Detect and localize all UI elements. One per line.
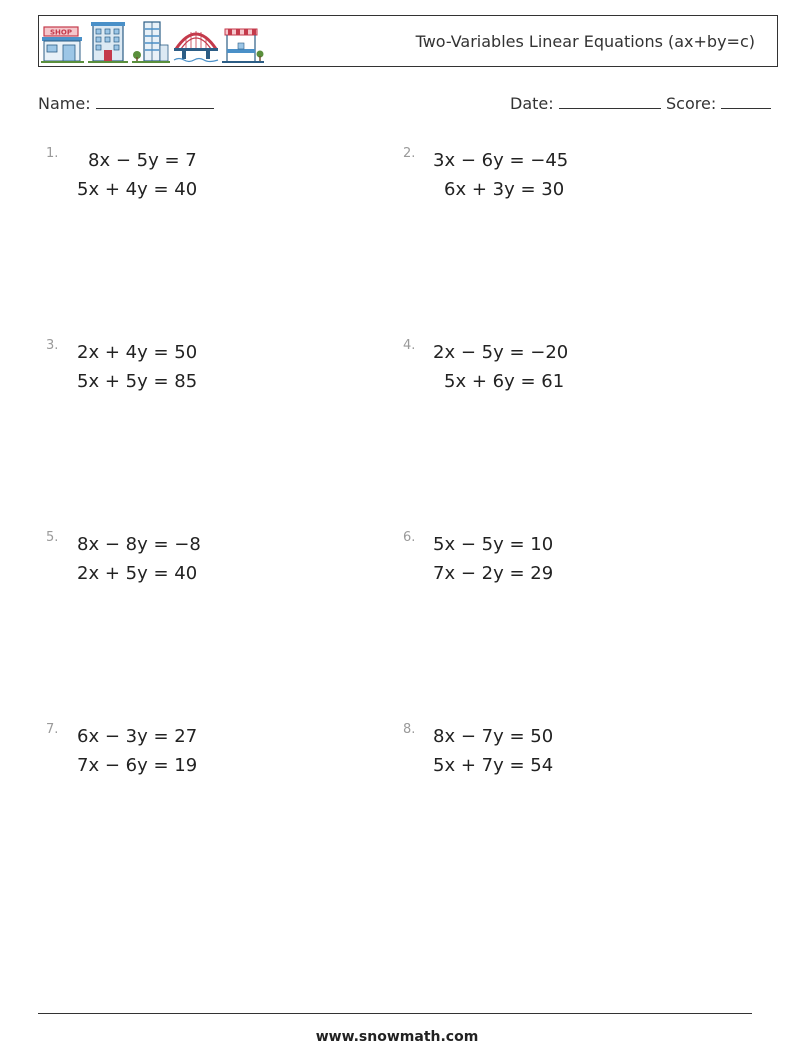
date-label: Date: (510, 94, 554, 113)
equation-1: 2x − 5y = −20 (433, 342, 569, 363)
equation-1: 3x − 6y = −45 (433, 150, 569, 171)
office-tower-icon (131, 19, 171, 65)
problem-number: 5. (46, 530, 59, 545)
footer-divider (38, 1013, 752, 1014)
problem-1 (46, 146, 346, 216)
problem-number: 3. (46, 338, 59, 353)
equation-1: 8x − 5y = 7 (88, 150, 197, 171)
shop-sign-text: SHOP (50, 28, 72, 37)
date-field (510, 94, 661, 113)
equation-2: 5x + 7y = 54 (433, 755, 554, 776)
equation-1: 2x + 4y = 50 (77, 342, 198, 363)
worksheet-header (38, 15, 778, 67)
market-stall-icon (221, 19, 265, 65)
problem-number: 4. (403, 338, 416, 353)
footer-url[interactable]: www.snowmath.com (315, 1029, 479, 1045)
apartment-building-icon (87, 19, 129, 65)
problem-number: 1. (46, 146, 59, 161)
equation-2: 5x + 4y = 40 (77, 179, 198, 200)
equation-2: 7x − 6y = 19 (77, 755, 198, 776)
bridge-icon (173, 19, 219, 65)
score-label: Score: (666, 94, 717, 113)
equation-2: 6x + 3y = 30 (444, 179, 565, 200)
equation-1: 8x − 7y = 50 (433, 726, 554, 747)
score-blank (721, 94, 771, 109)
problem-2 (403, 146, 703, 216)
problem-8 (403, 722, 703, 792)
problem-number: 7. (46, 722, 59, 737)
equation-2: 7x − 2y = 29 (433, 563, 554, 584)
problem-4 (403, 338, 703, 408)
problem-5 (46, 530, 346, 600)
equation-2: 5x + 5y = 85 (77, 371, 198, 392)
name-label: Name: (38, 94, 91, 113)
problem-number: 2. (403, 146, 416, 161)
equation-1: 8x − 8y = −8 (77, 534, 201, 555)
problem-3 (46, 338, 346, 408)
worksheet-title: Two-Variables Linear Equations (ax+by=c) (415, 32, 755, 51)
equation-2: 5x + 6y = 61 (444, 371, 565, 392)
equation-1: 6x − 3y = 27 (77, 726, 198, 747)
problem-number: 6. (403, 530, 416, 545)
name-field (38, 94, 214, 113)
shop-icon (41, 19, 85, 65)
score-field (666, 94, 771, 113)
problem-number: 8. (403, 722, 416, 737)
problem-7 (46, 722, 346, 792)
date-blank (559, 94, 661, 109)
name-blank (96, 94, 214, 109)
problem-6 (403, 530, 703, 600)
equation-1: 5x − 5y = 10 (433, 534, 554, 555)
header-icons (41, 19, 265, 65)
equation-2: 2x + 5y = 40 (77, 563, 198, 584)
